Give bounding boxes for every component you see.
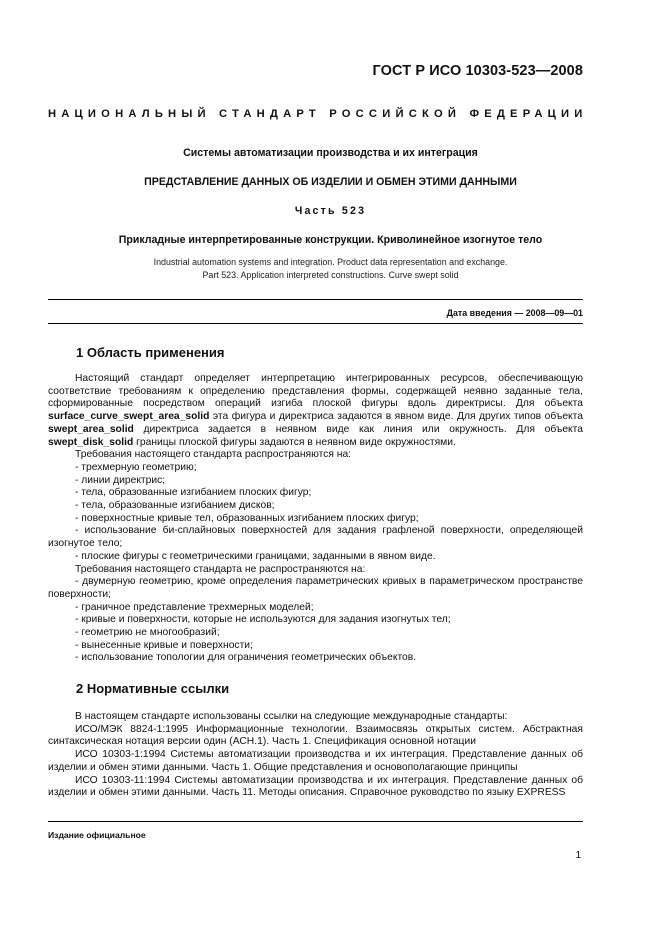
list-item: - трехмерную геометрию; [75,461,197,473]
reference-item: ИСО 10303-11:1994 Системы автоматизации производства и их интеграция. Представление данных об изделии и обмен этими данными. Часть 11. Методы описания. Справочное руководство по языку EXPRESS [48,774,583,799]
in-scope-intro: Требования настоящего стандарта распространяются на: [75,449,352,461]
document-code: ГОСТ Р ИСО 10303-523—2008 [372,63,583,79]
entity-name-3: swept_disk_solid [48,436,134,448]
list-item: - использование топологии для ограничения геометрических объектов. [75,652,417,664]
scope-text-4: границы плоской фигуры задаются в неявном виде окружностями. [133,436,456,448]
divider-bottom [48,323,583,324]
official-edition-label: Издание официальное [48,830,146,840]
list-item: - поверхностные кривые тел, образованных изгибанием плоских фигур; [75,512,419,524]
section-1-title: 1 Область применения [76,345,225,360]
out-scope-intro: Требования настоящего стандарта не распространяются на: [75,563,366,575]
english-title-line-2: Part 523. Application interpreted constructions. Curve swept solid [202,270,459,280]
part-subtitle: Прикладные интерпретированные конструкции. Криволинейное изогнутое тело [118,234,543,246]
references-intro: В настоящем стандарте использованы ссылки на следующие международные стандарты: [75,711,508,722]
list-item: - использование би-сплайновых поверхностей для задания графленой поверхности, определяющей изогнутое тело; [48,525,583,550]
scope-text-3: директриса задается в неявном виде как линия или окружность. Для объекта [133,423,583,435]
list-item: - линии директрис; [75,474,166,486]
list-item: - геометрию не многообразий; [75,627,220,639]
main-title: ПРЕДСТАВЛЕНИЕ ДАННЫХ ОБ ИЗДЕЛИИ И ОБМЕН ЭТИМИ ДАННЫМИ [144,176,517,188]
list-item: - вынесенные кривые и поверхности; [75,639,253,651]
section-2-body [48,711,583,800]
reference-item: ИСО 10303-1:1994 Системы автоматизации производства и их интеграция. Представление данных об изделии и обмен этими данными. Часть 1. Общие представления и основополагающие принципы [48,749,583,773]
part-number: Часть 523 [294,205,367,217]
footer-divider [48,821,583,822]
section-2-title: 2 Нормативные ссылки [76,681,230,696]
list-item: - плоские фигуры с геометрическими границами, заданными в явном виде. [75,550,436,562]
list-item: - кривые и поверхности, которые не используются для задания изогнутых тел; [75,614,451,626]
reference-item: ИСО/МЭК 8824-1:1995 Информационные технологии. Взаимосвязь открытых систем. Абстрактная синтаксическая нотация версии один (АСН.1). Часть 1. Спецификация основной нотации [48,723,583,748]
entity-name-1: surface_curve_swept_area_solid [48,411,210,423]
scope-text-1: Настоящий стандарт определяет интерпретацию интегрированных ресурсов, обеспечивающую соответствие требованиям к определению представления формы, содержащей неявно заданные тела, сформированные посредством операций изгиба плоской фигуры вдоль директрисы. Для объекта [48,373,583,410]
list-item: - тела, образованные изгибанием плоских фигур; [75,487,312,499]
page-number: 1 [575,850,581,861]
scope-paragraph [48,373,583,449]
national-standard-heading: НАЦИОНАЛЬНЫЙ СТАНДАРТ РОССИЙСКОЙ ФЕДЕРАЦИИ [48,108,588,120]
english-title [40,256,621,282]
english-title-line-1: Industrial automation systems and integration. Product data representation and exchange. [153,257,508,267]
scope-text-2: эта фигура и директриса задаются в явном виде. Для других типов объекта [209,411,583,423]
divider-top [48,299,583,300]
list-item: - граничное представление трехмерных моделей; [75,601,314,613]
section-1-body [48,373,583,665]
list-item: - двумерную геометрию, кроме определения параметрических кривых в параметрическом пространстве поверхности; [48,576,583,600]
series-title: Системы автоматизации производства и их интеграция [183,147,478,159]
entity-name-2: swept_area_solid [48,423,134,435]
introduction-date: Дата введения — 2008—09—01 [446,308,583,318]
list-item: - тела, образованные изгибанием дисков; [75,500,275,512]
